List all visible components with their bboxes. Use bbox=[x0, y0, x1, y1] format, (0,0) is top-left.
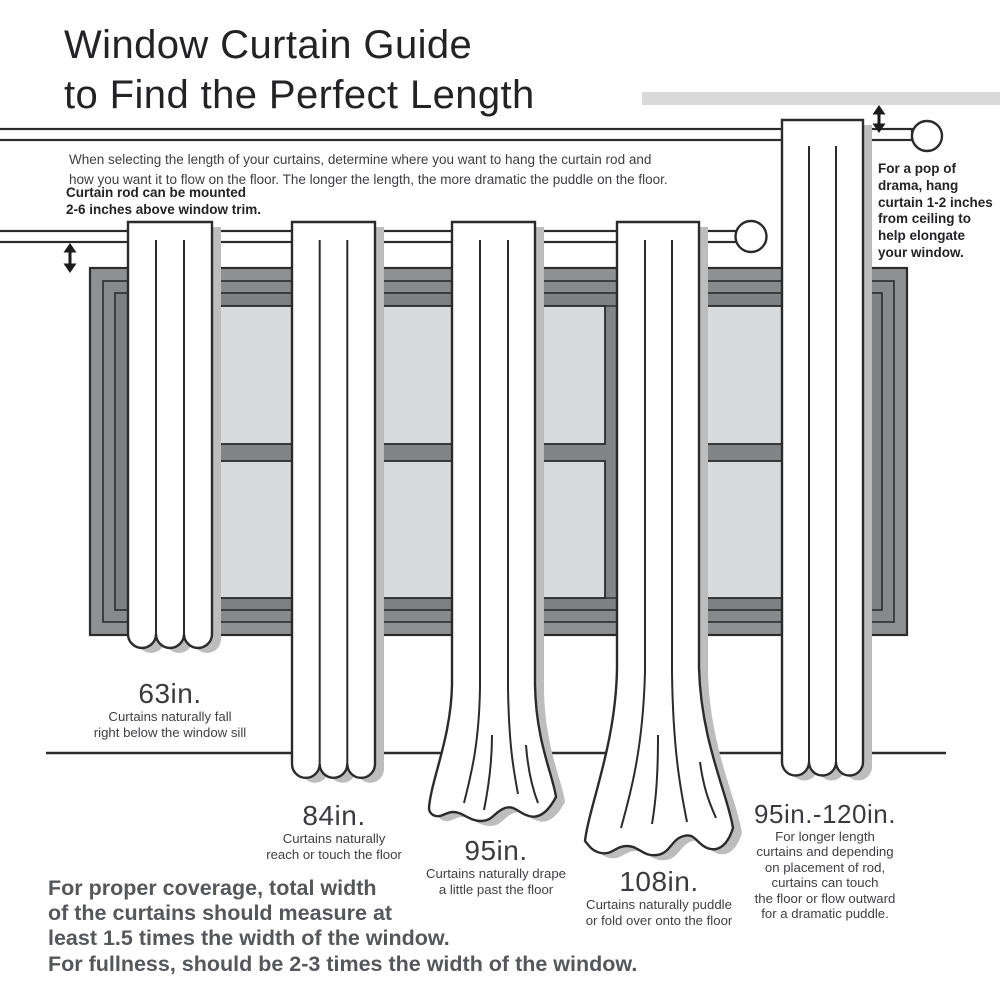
curtain-desc-line: curtains and depending bbox=[756, 844, 894, 860]
note-line: help elongate bbox=[878, 228, 966, 244]
intro-paragraph bbox=[69, 150, 668, 189]
curtain-desc-line: Curtains naturally puddle bbox=[586, 897, 732, 912]
note-line: from ceiling to bbox=[878, 211, 972, 227]
curtain-84in bbox=[292, 222, 384, 783]
curtain-desc-line: on placement of rod, bbox=[764, 859, 886, 875]
curtain-size: 108in. bbox=[619, 866, 699, 897]
footer-line: of the curtains should measure at bbox=[48, 901, 393, 926]
title-line: to Find the Perfect Length bbox=[64, 73, 535, 117]
width-guidance-note bbox=[48, 876, 637, 977]
ceiling-bar bbox=[642, 92, 1000, 105]
intro-line: how you want it to flow on the floor. The longer the length, the more dramatic the puddle on the floor. bbox=[69, 171, 668, 187]
curtain-desc-line: a little past the floor bbox=[438, 882, 554, 897]
curtain-desc-line: Curtains naturally drape bbox=[425, 866, 567, 881]
curtain-desc-line: the floor or flow outward bbox=[754, 890, 896, 906]
title-line: Window Curtain Guide bbox=[64, 23, 473, 67]
curtain-95-120in bbox=[782, 120, 872, 781]
curtain-label-63in bbox=[94, 679, 246, 741]
footer-line: least 1.5 times the width of the window. bbox=[48, 926, 450, 951]
curtain-size: 95in.-120in. bbox=[754, 799, 896, 829]
rod-finial-icon bbox=[912, 121, 942, 151]
curtain-desc-line: curtains can touch bbox=[771, 875, 879, 891]
curtain-size: 95in. bbox=[464, 835, 528, 866]
curtain-label-95-120in bbox=[754, 799, 896, 921]
footer-line: For fullness, should be 2-3 times the width of the window. bbox=[48, 951, 638, 976]
curtain-desc-line: Curtains naturally bbox=[282, 831, 386, 846]
curtain-desc-line: For longer length bbox=[775, 829, 875, 844]
rod-gap-arrow-icon bbox=[64, 243, 77, 273]
note-line: curtain 1-2 inches bbox=[878, 194, 993, 210]
ceiling-hang-note bbox=[878, 161, 998, 262]
rod-finial-icon bbox=[736, 221, 767, 252]
note-line: For a pop of bbox=[878, 161, 956, 176]
curtain-size: 63in. bbox=[138, 678, 202, 709]
page-title bbox=[64, 20, 535, 120]
curtain-desc-line: for a dramatic puddle. bbox=[761, 906, 889, 922]
note-line: drama, hang bbox=[878, 177, 959, 193]
note-line: 2-6 inches above window trim. bbox=[66, 201, 262, 217]
curtain-desc-line: or fold over onto the floor bbox=[585, 913, 733, 928]
curtain-desc-line: Curtains naturally fall bbox=[108, 709, 232, 724]
curtain-desc-line: right below the window sill bbox=[93, 725, 247, 740]
curtain-desc-line: reach or touch the floor bbox=[266, 847, 402, 862]
rod-mount-note bbox=[66, 185, 261, 218]
curtain-label-84in bbox=[266, 801, 402, 863]
note-line: Curtain rod can be mounted bbox=[66, 185, 247, 200]
curtain-size: 84in. bbox=[302, 800, 366, 831]
note-line: your window. bbox=[878, 244, 964, 260]
footer-line: For proper coverage, total width bbox=[48, 876, 377, 900]
intro-line: When selecting the length of your curtains, determine where you want to hang the curtain rod and bbox=[69, 152, 652, 167]
curtain-63in bbox=[128, 222, 221, 653]
